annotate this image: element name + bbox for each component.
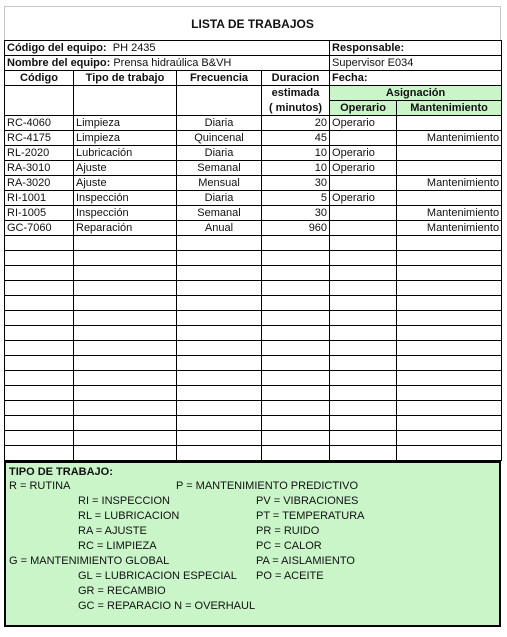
operator-header: Operario: [330, 101, 397, 116]
table-row: [5, 116, 502, 131]
row-maintenance: [397, 251, 502, 266]
row-maintenance: [397, 161, 502, 176]
row-maintenance: Mantenimiento: [397, 206, 502, 221]
equipment-name-cell: [5, 56, 330, 71]
empty-row: [5, 341, 502, 356]
row-duration: [262, 446, 330, 461]
row-operator: [330, 251, 397, 266]
row-duration: 45: [262, 131, 330, 146]
row-operator: [330, 401, 397, 416]
row-frequency: Semanal: [177, 206, 262, 221]
row-frequency: [177, 251, 262, 266]
legend-gc: GC = REPARACIO N = OVERHAUL: [78, 600, 256, 612]
row-operator: [330, 341, 397, 356]
row-duration: 5: [262, 191, 330, 206]
row-duration: [262, 371, 330, 386]
row-code: [5, 431, 74, 446]
row-type: [74, 311, 177, 326]
col-duration-header-1: Duracion: [262, 71, 330, 86]
row-type: [74, 326, 177, 341]
row-code: [5, 251, 74, 266]
row-type: Ajuste: [74, 161, 177, 176]
row-duration: [262, 236, 330, 251]
row-type: Reparación: [74, 221, 177, 236]
row-code: RA-3020: [5, 176, 74, 191]
row-code: [5, 341, 74, 356]
row-type: [74, 401, 177, 416]
row-type: [74, 371, 177, 386]
row-duration: [262, 326, 330, 341]
row-type: Limpieza: [74, 131, 177, 146]
row-maintenance: [397, 146, 502, 161]
equipment-code-label: Código del equipo:: [7, 42, 107, 54]
row-maintenance: [397, 341, 502, 356]
col-duration-header-3: ( minutos): [262, 101, 330, 116]
row-operator: [330, 416, 397, 431]
row-code: [5, 326, 74, 341]
legend-r-routine: R = RUTINA: [9, 480, 71, 492]
row-code: [5, 296, 74, 311]
row-operator: [330, 281, 397, 296]
legend-p-predictive: P = MANTENIMIENTO PREDICTIVO: [176, 480, 359, 492]
row-duration: [262, 416, 330, 431]
row-type: [74, 251, 177, 266]
legend-pc: PC = CALOR: [256, 540, 322, 552]
row-operator: [330, 311, 397, 326]
row-maintenance: [397, 371, 502, 386]
row-frequency: [177, 386, 262, 401]
row-code: RI-1005: [5, 206, 74, 221]
row-type: [74, 266, 177, 281]
row-frequency: [177, 281, 262, 296]
row-frequency: [177, 311, 262, 326]
legend-po: PO = ACEITE: [256, 570, 324, 582]
row-operator: Operario: [330, 191, 397, 206]
empty-row: [5, 266, 502, 281]
row-frequency: [177, 446, 262, 461]
equipment-code-row: [5, 41, 502, 56]
row-code: [5, 446, 74, 461]
row-code: [5, 416, 74, 431]
row-frequency: [177, 371, 262, 386]
row-maintenance: Mantenimiento: [397, 131, 502, 146]
legend-rc: RC = LIMPIEZA: [78, 540, 157, 552]
assignment-header: Asignación: [330, 86, 502, 101]
row-duration: [262, 281, 330, 296]
date-label: Fecha:: [330, 71, 502, 86]
work-table-body: [5, 41, 502, 461]
table-row: [5, 146, 502, 161]
row-duration: 10: [262, 161, 330, 176]
row-type: [74, 341, 177, 356]
row-code: [5, 281, 74, 296]
empty-row: [5, 416, 502, 431]
row-code: RC-4060: [5, 116, 74, 131]
row-maintenance: Mantenimiento: [397, 176, 502, 191]
row-operator: [330, 221, 397, 236]
work-list-sheet: [4, 6, 501, 627]
work-type-legend: [4, 461, 501, 627]
row-type: Inspección: [74, 206, 177, 221]
row-duration: [262, 386, 330, 401]
row-duration: 960: [262, 221, 330, 236]
row-code: [5, 401, 74, 416]
row-operator: Operario: [330, 161, 397, 176]
row-duration: [262, 296, 330, 311]
row-frequency: [177, 356, 262, 371]
row-type: [74, 356, 177, 371]
row-operator: [330, 356, 397, 371]
legend-rl: RL = LUBRICACION: [78, 510, 180, 522]
equipment-name-label: Nombre del equipo:: [7, 57, 111, 69]
row-maintenance: [397, 401, 502, 416]
row-operator: [330, 431, 397, 446]
responsible-label: Responsable:: [330, 41, 502, 56]
row-code: RL-2020: [5, 146, 74, 161]
row-maintenance: [397, 116, 502, 131]
row-frequency: [177, 416, 262, 431]
col-frequency-header: Frecuencia: [177, 71, 262, 86]
row-maintenance: [397, 236, 502, 251]
row-duration: [262, 251, 330, 266]
row-operator: [330, 176, 397, 191]
row-code: [5, 371, 74, 386]
row-operator: [330, 236, 397, 251]
row-frequency: [177, 341, 262, 356]
row-maintenance: [397, 431, 502, 446]
row-operator: Operario: [330, 146, 397, 161]
row-type: [74, 446, 177, 461]
row-frequency: [177, 266, 262, 281]
table-row: [5, 191, 502, 206]
equipment-code-cell: [5, 41, 330, 56]
row-maintenance: [397, 356, 502, 371]
empty-row: [5, 356, 502, 371]
row-code: GC-7060: [5, 221, 74, 236]
row-frequency: [177, 296, 262, 311]
row-maintenance: [397, 281, 502, 296]
row-type: Lubricación: [74, 146, 177, 161]
row-operator: [330, 296, 397, 311]
column-header-row-3: [5, 101, 502, 116]
row-operator: [330, 131, 397, 146]
row-operator: [330, 446, 397, 461]
row-type: [74, 296, 177, 311]
row-type: [74, 416, 177, 431]
row-maintenance: [397, 296, 502, 311]
row-type: Ajuste: [74, 176, 177, 191]
empty-row: [5, 401, 502, 416]
legend-gl: GL = LUBRICACION ESPECIAL: [78, 570, 237, 582]
col-duration-header-2: estimada: [262, 86, 330, 101]
table-row: [5, 161, 502, 176]
row-duration: 30: [262, 176, 330, 191]
row-frequency: [177, 326, 262, 341]
row-frequency: Anual: [177, 221, 262, 236]
empty-row: [5, 326, 502, 341]
table-row: [5, 176, 502, 191]
row-code: [5, 266, 74, 281]
row-frequency: [177, 401, 262, 416]
empty-row: [5, 371, 502, 386]
row-operator: [330, 371, 397, 386]
row-maintenance: [397, 326, 502, 341]
row-type: [74, 281, 177, 296]
row-duration: [262, 401, 330, 416]
empty-row: [5, 311, 502, 326]
empty-row: [5, 446, 502, 461]
row-operator: [330, 326, 397, 341]
row-operator: Operario: [330, 116, 397, 131]
row-code: RA-3010: [5, 161, 74, 176]
responsible-value-cell: [330, 56, 502, 71]
row-type: [74, 236, 177, 251]
equipment-name-row: [5, 56, 502, 71]
row-duration: [262, 431, 330, 446]
row-maintenance: Mantenimiento: [397, 221, 502, 236]
row-duration: 10: [262, 146, 330, 161]
column-header-row-2: [5, 86, 502, 101]
table-row: [5, 221, 502, 236]
row-type: [74, 431, 177, 446]
row-operator: [330, 206, 397, 221]
row-duration: 30: [262, 206, 330, 221]
row-operator: [330, 386, 397, 401]
row-type: Inspección: [74, 191, 177, 206]
equipment-code-value: PH 2435: [112, 42, 156, 54]
row-duration: [262, 341, 330, 356]
table-row: [5, 131, 502, 146]
empty-row: [5, 281, 502, 296]
equipment-name-value: Prensa hidraúlica B&VH: [113, 57, 232, 69]
row-maintenance: [397, 446, 502, 461]
row-maintenance: [397, 266, 502, 281]
row-operator: [330, 266, 397, 281]
row-maintenance: [397, 311, 502, 326]
row-code: [5, 311, 74, 326]
col-code-header: Código: [5, 71, 74, 86]
row-maintenance: [397, 416, 502, 431]
row-code: [5, 386, 74, 401]
responsible-value: Supervisor E034: [332, 57, 414, 69]
maintenance-header: Mantenimiento: [397, 101, 502, 116]
row-duration: [262, 356, 330, 371]
legend-pv: PV = VIBRACIONES: [256, 495, 359, 507]
row-code: [5, 236, 74, 251]
empty-row: [5, 386, 502, 401]
row-maintenance: [397, 386, 502, 401]
table-row: [5, 206, 502, 221]
legend-heading: TIPO DE TRABAJO:: [9, 466, 113, 478]
row-code: RC-4175: [5, 131, 74, 146]
legend-pa: PA = AISLAMIENTO: [256, 555, 355, 567]
legend-pt: PT = TEMPERATURA: [256, 510, 365, 522]
row-frequency: Quincenal: [177, 131, 262, 146]
empty-row: [5, 431, 502, 446]
row-frequency: [177, 236, 262, 251]
row-type: [74, 386, 177, 401]
row-frequency: Mensual: [177, 176, 262, 191]
row-frequency: Diaria: [177, 146, 262, 161]
row-frequency: Diaria: [177, 116, 262, 131]
empty-row: [5, 251, 502, 266]
empty-row: [5, 296, 502, 311]
row-frequency: [177, 431, 262, 446]
legend-gr: GR = RECAMBIO: [78, 585, 166, 597]
row-duration: [262, 311, 330, 326]
legend-ri: RI = INSPECCION: [78, 495, 170, 507]
row-code: [5, 356, 74, 371]
legend-ra: RA = AJUSTE: [78, 525, 147, 537]
sheet-title: LISTA DE TRABAJOS: [4, 6, 501, 40]
row-frequency: Semanal: [177, 161, 262, 176]
row-maintenance: [397, 191, 502, 206]
row-code: RI-1001: [5, 191, 74, 206]
column-header-row-1: [5, 71, 502, 86]
row-frequency: Diaria: [177, 191, 262, 206]
legend-g-global: G = MANTENIMIENTO GLOBAL: [9, 555, 170, 567]
empty-row: [5, 236, 502, 251]
legend-pr: PR = RUIDO: [256, 525, 320, 537]
row-duration: [262, 266, 330, 281]
row-duration: 20: [262, 116, 330, 131]
col-type-header: Tipo de trabajo: [74, 71, 177, 86]
row-type: Limpieza: [74, 116, 177, 131]
work-table: [4, 40, 502, 461]
